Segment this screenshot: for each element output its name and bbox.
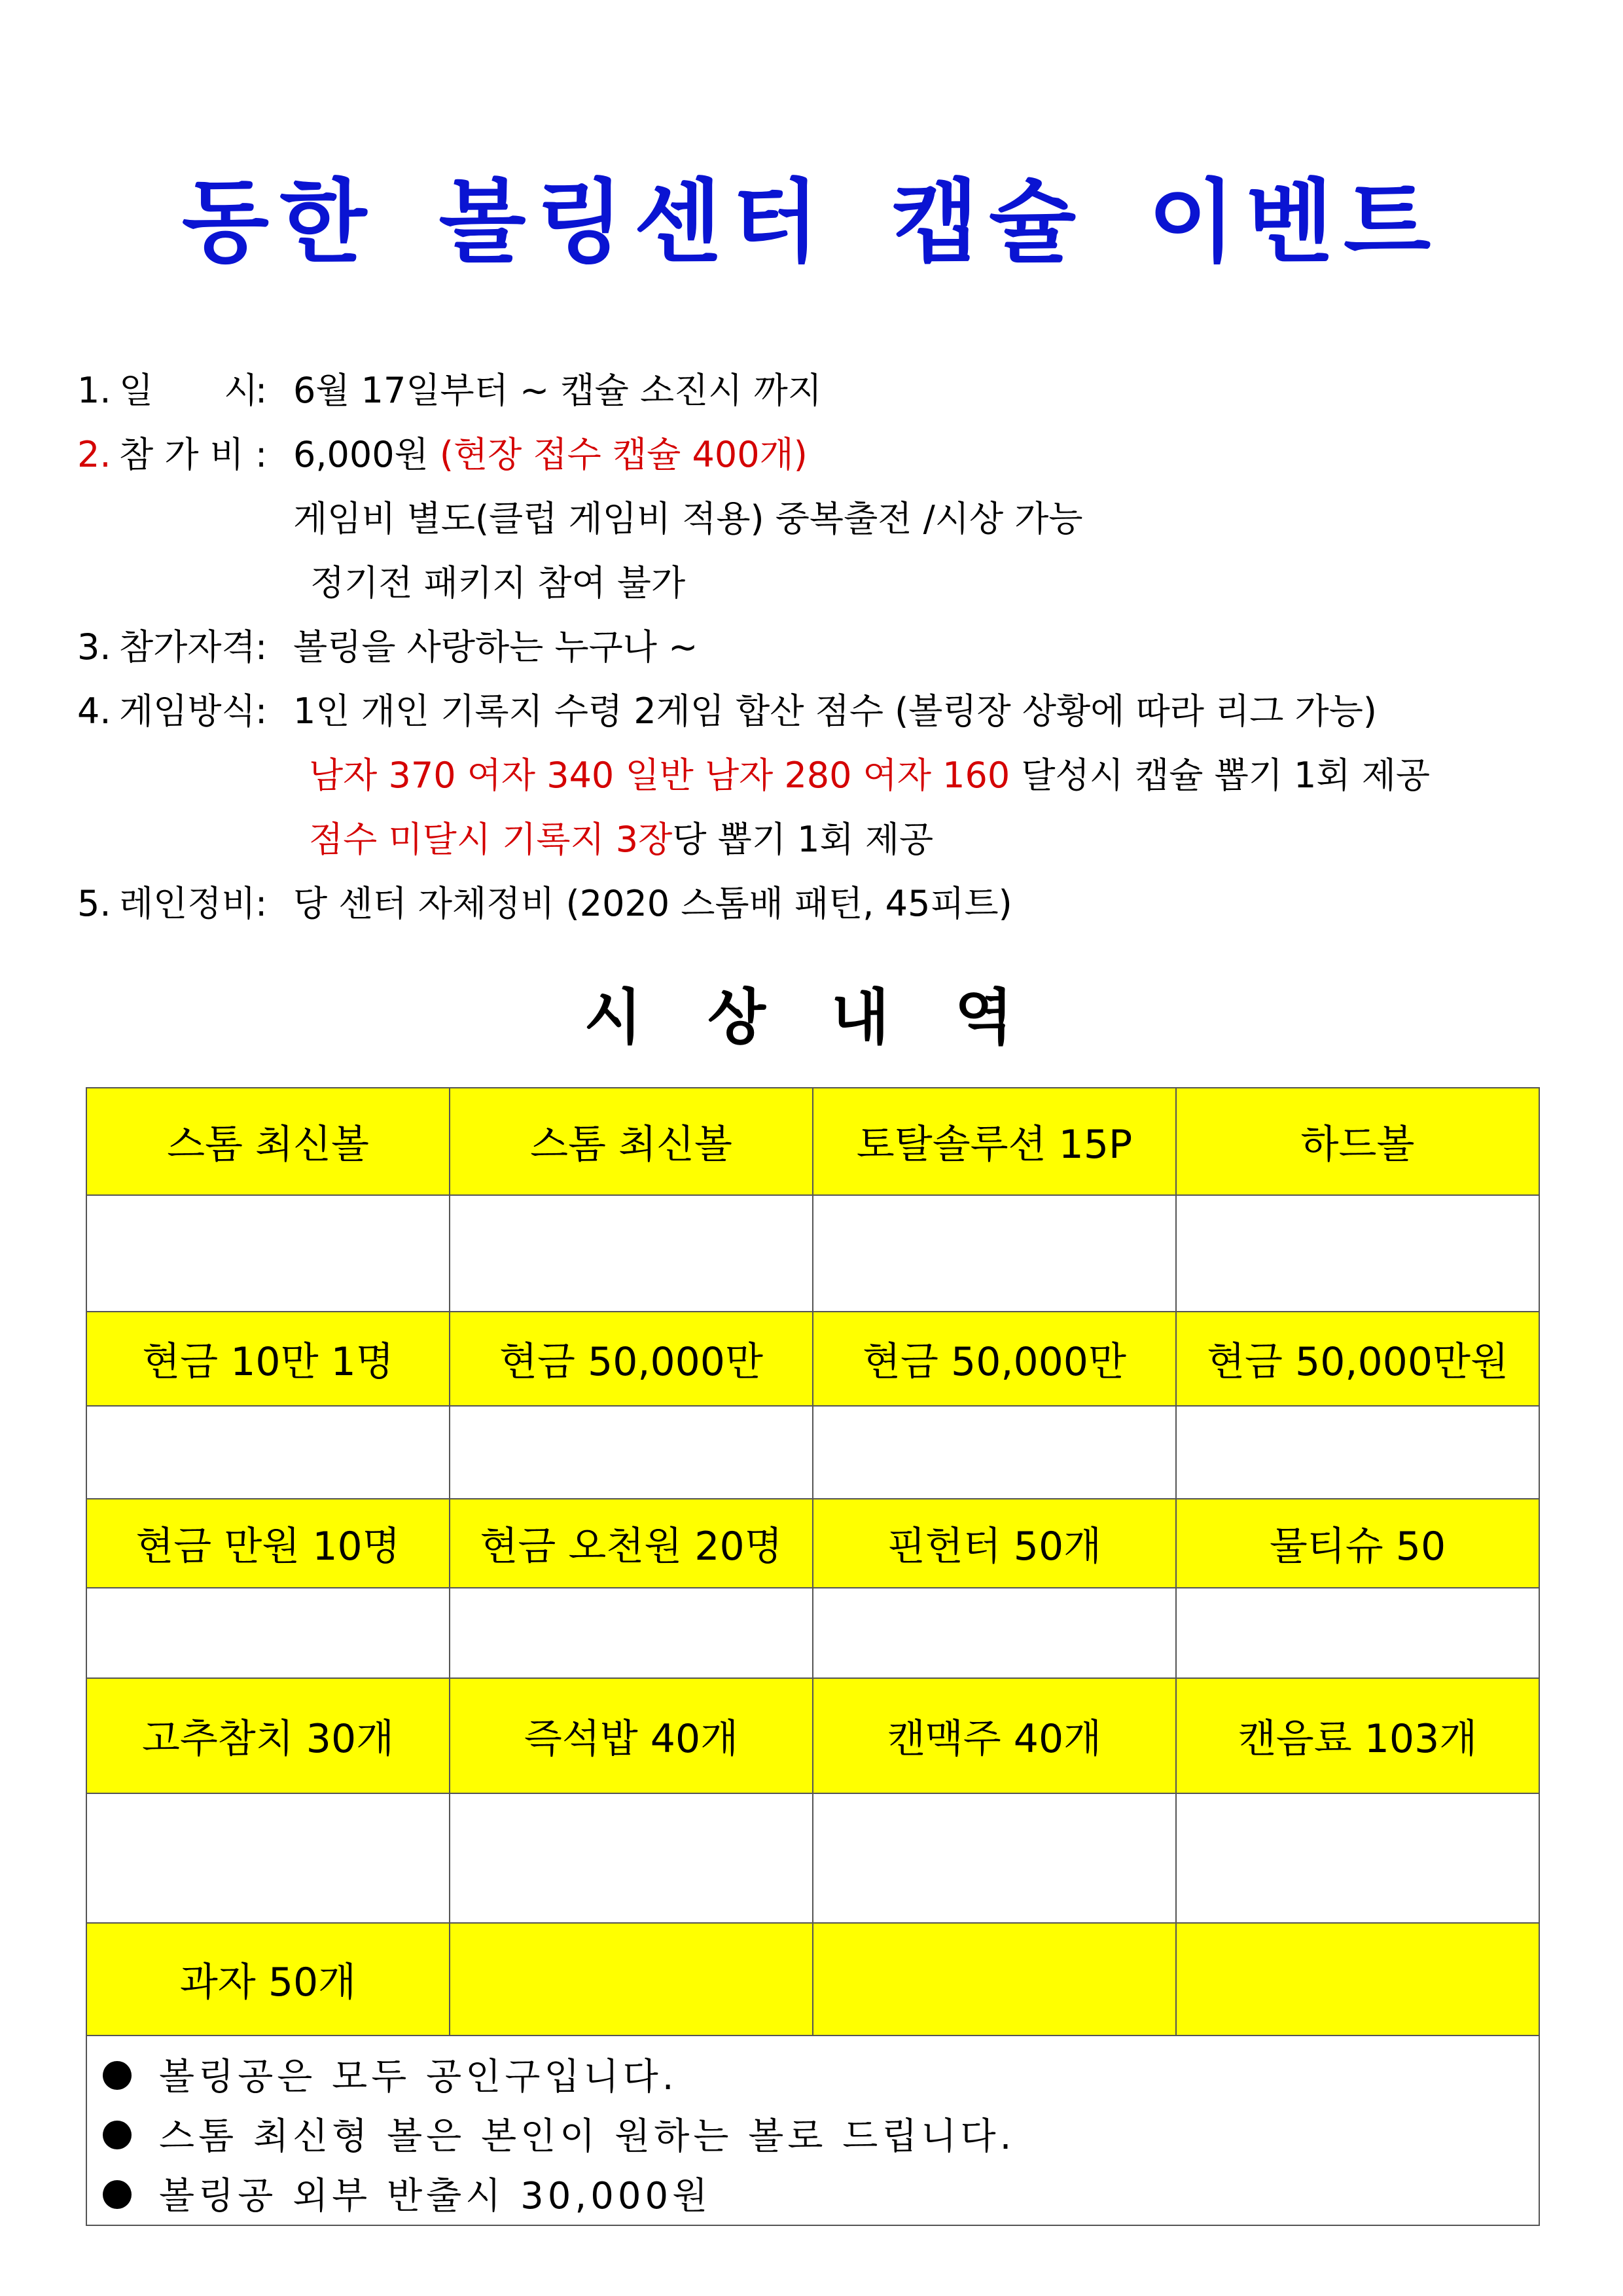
blank-cell (1176, 1793, 1539, 1923)
bullet-icon (103, 2180, 132, 2209)
prize-cell: 캔맥주 40개 (813, 1678, 1176, 1793)
blank-cell (1176, 1195, 1539, 1312)
miss-reward: 당 뽑기 1회 제공 (672, 819, 934, 860)
note-item (103, 2107, 1539, 2166)
info-label: 게임방식 (119, 691, 256, 732)
blank-cell (450, 1195, 813, 1312)
prize-cell: 핀헌터 50개 (813, 1499, 1176, 1588)
blank-cell (86, 1793, 450, 1923)
info-label: 참 가 비 (119, 434, 244, 475)
prize-cell: 즉석밥 40개 (450, 1678, 813, 1793)
blank-cell (1176, 1588, 1539, 1678)
prize-cell: 토탈솔루션 15P (813, 1088, 1176, 1195)
blank-cell (450, 1406, 813, 1499)
blank-cell (813, 1793, 1176, 1923)
info-number: 1. (77, 370, 111, 411)
blank-cell (86, 1195, 450, 1312)
blank-cell (813, 1406, 1176, 1499)
info-value (309, 744, 1430, 808)
info-colon: : (255, 626, 268, 668)
blank-cell (450, 1793, 813, 1923)
note-text: 스톰 최신형 볼은 본인이 원하는 볼로 드립니다. (159, 2115, 1016, 2158)
prize-cell: 현금 50,000만원 (1176, 1312, 1539, 1406)
prize-cell (1176, 1923, 1539, 2036)
info-value: 정기전 패키지 참여 불가 (310, 562, 686, 603)
bullet-icon (103, 2061, 132, 2090)
page-title: 동한 볼링센터 캡슐 이벤트 (181, 170, 1442, 275)
info-row-eligibility (77, 615, 1582, 679)
info-value: 당 센터 자체정비 (2020 스톰배 패턴, 45피트) (293, 883, 1012, 924)
info-colon: : (255, 691, 268, 732)
info-colon: : (255, 434, 268, 475)
table-row (86, 1499, 1539, 1588)
info-row-fee-detail (77, 551, 1582, 615)
event-info (77, 359, 1582, 936)
table-row (86, 1923, 1539, 2036)
info-number: 3. (77, 626, 111, 668)
info-value: 1인 개인 기록지 수령 2게임 합산 점수 (볼링장 상황에 따라 리그 가능) (293, 691, 1377, 732)
info-number: 2. (77, 434, 111, 475)
info-row-fee (77, 423, 1582, 487)
info-value: 게임비 별도(클럽 게임비 적용) 중복출전 /시상 가능 (293, 498, 1083, 539)
prize-cell (813, 1923, 1176, 2036)
info-row-date (77, 359, 1582, 423)
table-row-blank (86, 1406, 1539, 1499)
info-row-fee-detail (77, 487, 1582, 551)
note-item (103, 2047, 1539, 2107)
score-reward: 달성시 캡슐 뽑기 1회 제공 (1010, 755, 1431, 796)
prize-cell: 캔음료 103개 (1176, 1678, 1539, 1793)
prize-cell: 스톰 최신볼 (450, 1088, 813, 1195)
blank-cell (450, 1588, 813, 1678)
info-value (293, 423, 808, 487)
prize-cell: 현금 오천원 20명 (450, 1499, 813, 1588)
miss-condition: 점수 미달시 기록지 3장 (309, 819, 673, 860)
prize-cell: 현금 50,000만 (450, 1312, 813, 1406)
blank-cell (86, 1588, 450, 1678)
blank-cell (1176, 1406, 1539, 1499)
table-row (86, 1088, 1539, 1195)
prize-heading: 시상내역 (584, 982, 1079, 1052)
note-text: 볼링공은 모두 공인구입니다. (159, 2056, 678, 2098)
info-colon: : (255, 883, 268, 924)
table-row-blank (86, 1195, 1539, 1312)
prize-table (86, 1087, 1540, 2036)
table-row (86, 1312, 1539, 1406)
info-value: 볼링을 사랑하는 누구나 ~ (293, 626, 698, 668)
info-colon: : (255, 370, 268, 411)
table-row-blank (86, 1588, 1539, 1678)
blank-cell (813, 1195, 1176, 1312)
note-text: 볼링공 외부 반출시 30,000원 (159, 2175, 712, 2217)
prize-cell: 하드볼 (1176, 1088, 1539, 1195)
info-label: 일 시 (119, 370, 259, 411)
info-value: 6월 17일부터 ~ 캡슐 소진시 까지 (293, 370, 822, 411)
prize-cell: 고추참치 30개 (86, 1678, 450, 1793)
score-targets: 남자 370 여자 340 일반 남자 280 여자 160 (309, 755, 1010, 796)
info-number: 4. (77, 691, 111, 732)
info-row-game-detail (77, 808, 1582, 872)
prize-cell (450, 1923, 813, 2036)
info-row-game-detail (77, 744, 1582, 808)
info-label: 참가자격 (119, 626, 256, 668)
prize-cell: 물티슈 50 (1176, 1499, 1539, 1588)
prize-cell: 스톰 최신볼 (86, 1088, 450, 1195)
info-row-lane (77, 872, 1582, 936)
fee-amount: 6,000원 (293, 434, 429, 475)
prize-cell: 현금 만원 10명 (86, 1499, 450, 1588)
blank-cell (86, 1406, 450, 1499)
fee-note: (현장 접수 캡슐 400개) (428, 434, 808, 475)
note-item (103, 2166, 1539, 2226)
info-value (309, 808, 933, 872)
prize-cell: 현금 50,000만 (813, 1312, 1176, 1406)
table-row (86, 1678, 1539, 1793)
table-row-blank (86, 1793, 1539, 1923)
info-row-game-method (77, 679, 1582, 744)
prize-cell: 현금 10만 1명 (86, 1312, 450, 1406)
info-label: 레인정비 (119, 883, 256, 924)
notes-box (86, 2036, 1540, 2226)
info-number: 5. (77, 883, 111, 924)
bullet-icon (103, 2121, 132, 2149)
prize-cell: 과자 50개 (86, 1923, 450, 2036)
blank-cell (813, 1588, 1176, 1678)
